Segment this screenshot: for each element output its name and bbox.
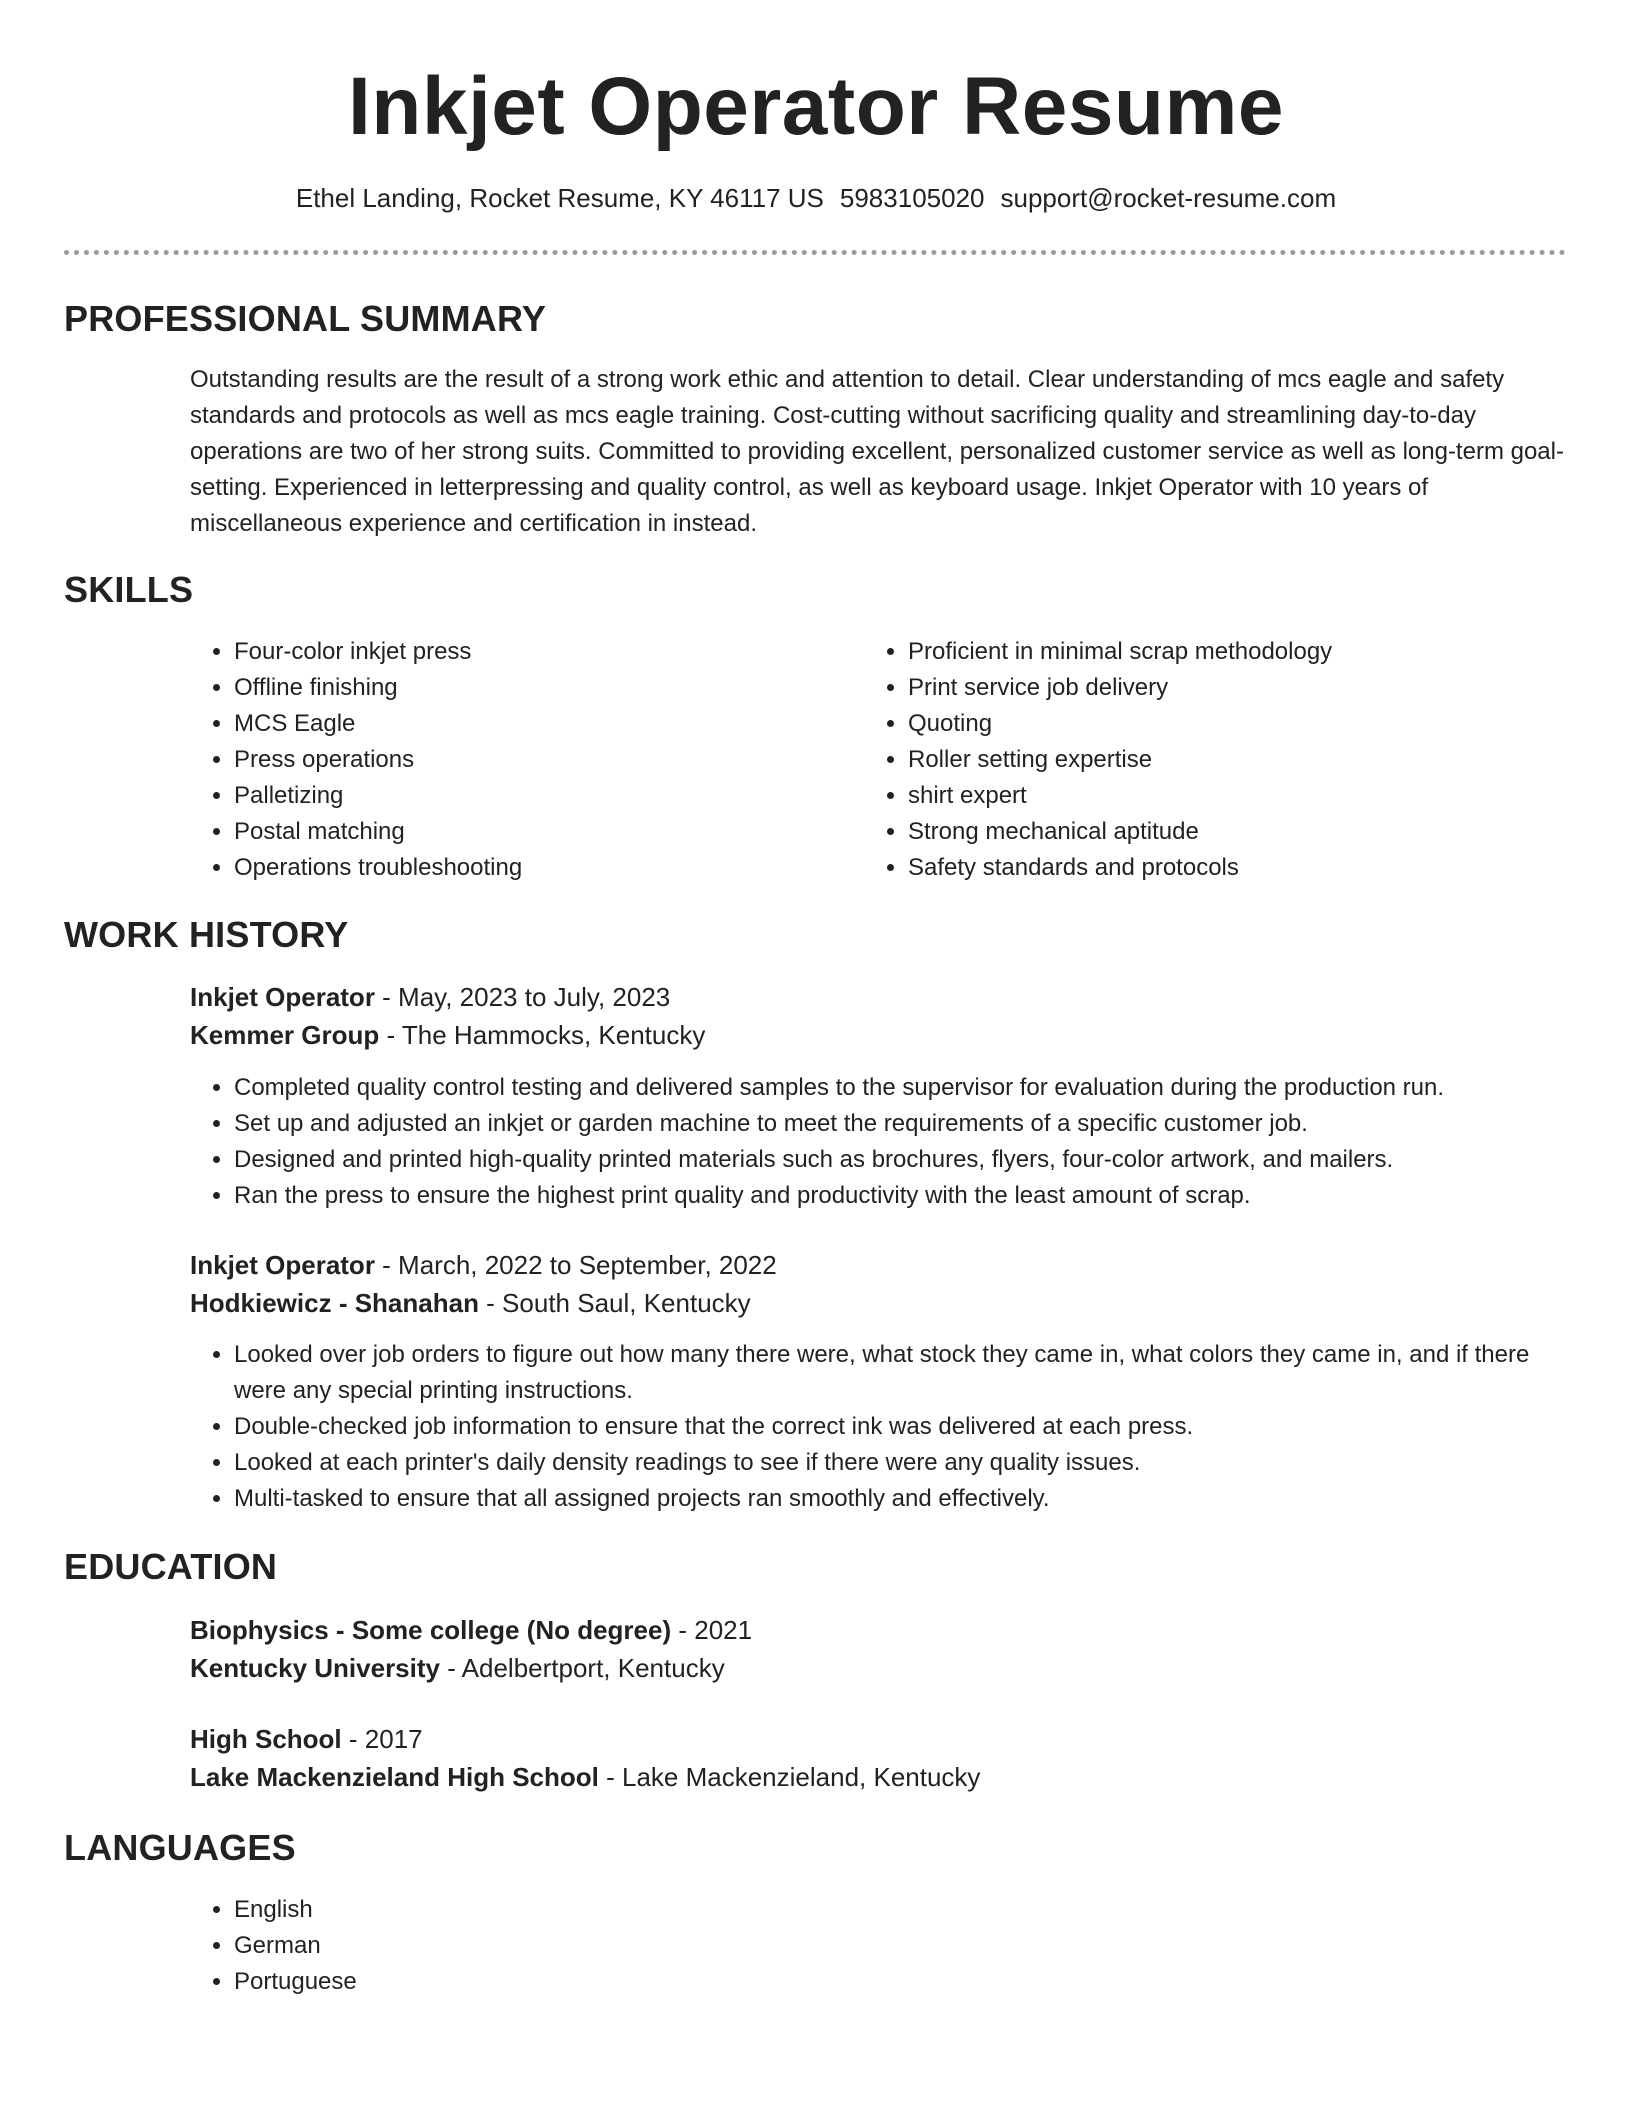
skill-item: • Postal matching [234,814,830,850]
education-heading: EDUCATION [64,1546,278,1587]
skill-item: • Quoting [908,706,1504,742]
education-degree: High School [190,1724,342,1754]
skill-item: • Operations troubleshooting [234,850,830,886]
job-bullet: • Set up and adjusted an inkjet or garden machine to meet the requirements of a specific customer job. [234,1106,1570,1142]
education-school-line [190,1649,1570,1687]
header-divider [64,250,1566,255]
education-school-line [190,1758,1570,1796]
languages-heading: LANGUAGES [64,1827,296,1868]
skills-right-column [864,634,1504,886]
job-title: Inkjet Operator [190,982,375,1012]
job-company-line [190,1284,1570,1322]
skills-heading: SKILLS [64,569,194,610]
skill-item: • Strong mechanical aptitude [908,814,1504,850]
job-location: - The Hammocks, Kentucky [379,1020,706,1050]
job-dates: - March, 2022 to September, 2022 [374,1250,777,1280]
job-entry [190,1246,1570,1322]
education-location: - Lake Mackenzieland, Kentucky [598,1762,981,1792]
job-bullet: • Designed and printed high-quality printed materials such as brochures, flyers, four-color artwork, and mailers. [234,1142,1570,1178]
education-degree: Biophysics - Some college (No degree) [190,1615,672,1645]
skills-left-column [190,634,830,886]
job-title-line [190,978,1570,1016]
job-company-line [190,1016,1570,1054]
skill-item: • Press operations [234,742,830,778]
education-degree-line [190,1611,1570,1649]
skill-item: • Offline finishing [234,670,830,706]
job-location: - South Saul, Kentucky [478,1288,751,1318]
summary-section [190,362,1570,542]
education-year: - 2021 [671,1615,753,1645]
job-company: Hodkiewicz - Shanahan [190,1288,479,1318]
job-bullets [190,1070,1570,1214]
summary-text: Outstanding results are the result of a strong work ethic and attention to detail. Clear understanding of mcs eagle and safety standards and protocols as well as mcs eagle training. Cost-cutting without sacrificing quality and streamlining day-to-day operations are two of her strong suits. Committed to providing excellent, personalized customer service as well as long-term goal-setting. Experienced in letterpressing and quality control, as well as keyboard usage. Inkjet Operator with 10 years of miscellaneous experience and certification in instead. [190,366,1564,537]
contact-address: Ethel Landing, Rocket Resume, KY 46117 US [295,183,824,213]
job-dates: - May, 2023 to July, 2023 [374,982,671,1012]
education-year: - 2017 [341,1724,423,1754]
skill-item: • Roller setting expertise [908,742,1504,778]
job-bullet: • Double-checked job information to ensure that the correct ink was delivered at each press. [234,1409,1570,1445]
language-item: • German [234,1928,1570,1964]
contact-phone: 5983105020 [839,183,985,213]
language-item: • English [234,1892,1570,1928]
skills-right-list [864,634,1504,886]
skill-item: • shirt expert [908,778,1504,814]
education-entry [190,1720,1570,1796]
languages-list [190,1892,1570,2000]
job-bullet: • Completed quality control testing and delivered samples to the supervisor for evaluation during the production run. [234,1070,1570,1106]
job-bullet: • Looked over job orders to figure out how many there were, what stock they came in, what colors they came in, and if there were any special printing instructions. [234,1337,1570,1409]
education-school: Kentucky University [190,1653,440,1683]
skill-item: • Safety standards and protocols [908,850,1504,886]
job-title: Inkjet Operator [190,1250,375,1280]
job-bullets-section [190,1070,1570,1214]
summary-heading: PROFESSIONAL SUMMARY [64,298,547,339]
skill-item: • MCS Eagle [234,706,830,742]
skills-left-list [190,634,830,886]
contact-line [0,180,1632,216]
skill-item: • Palletizing [234,778,830,814]
education-entry [190,1611,1570,1687]
skill-item: • Print service job delivery [908,670,1504,706]
job-bullets-section [190,1337,1570,1517]
education-location: - Adelbertport, Kentucky [439,1653,725,1683]
job-entry [190,978,1570,1054]
job-company: Kemmer Group [190,1020,380,1050]
work-heading: WORK HISTORY [64,914,349,955]
contact-email: support@rocket-resume.com [1000,183,1337,213]
education-school: Lake Mackenzieland High School [190,1762,599,1792]
job-bullet: • Looked at each printer's daily density readings to see if there were any quality issues. [234,1445,1570,1481]
job-bullet: • Ran the press to ensure the highest print quality and productivity with the least amount of scrap. [234,1178,1570,1214]
resume-title: Inkjet Operator Resume [347,61,1285,152]
skill-item: • Four-color inkjet press [234,634,830,670]
job-bullet: • Multi-tasked to ensure that all assigned projects ran smoothly and effectively. [234,1481,1570,1517]
language-item: • Portuguese [234,1964,1570,2000]
job-title-line [190,1246,1570,1284]
languages-section [190,1892,1570,2000]
skill-item: • Proficient in minimal scrap methodology [908,634,1504,670]
job-bullets [190,1337,1570,1517]
education-degree-line [190,1720,1570,1758]
